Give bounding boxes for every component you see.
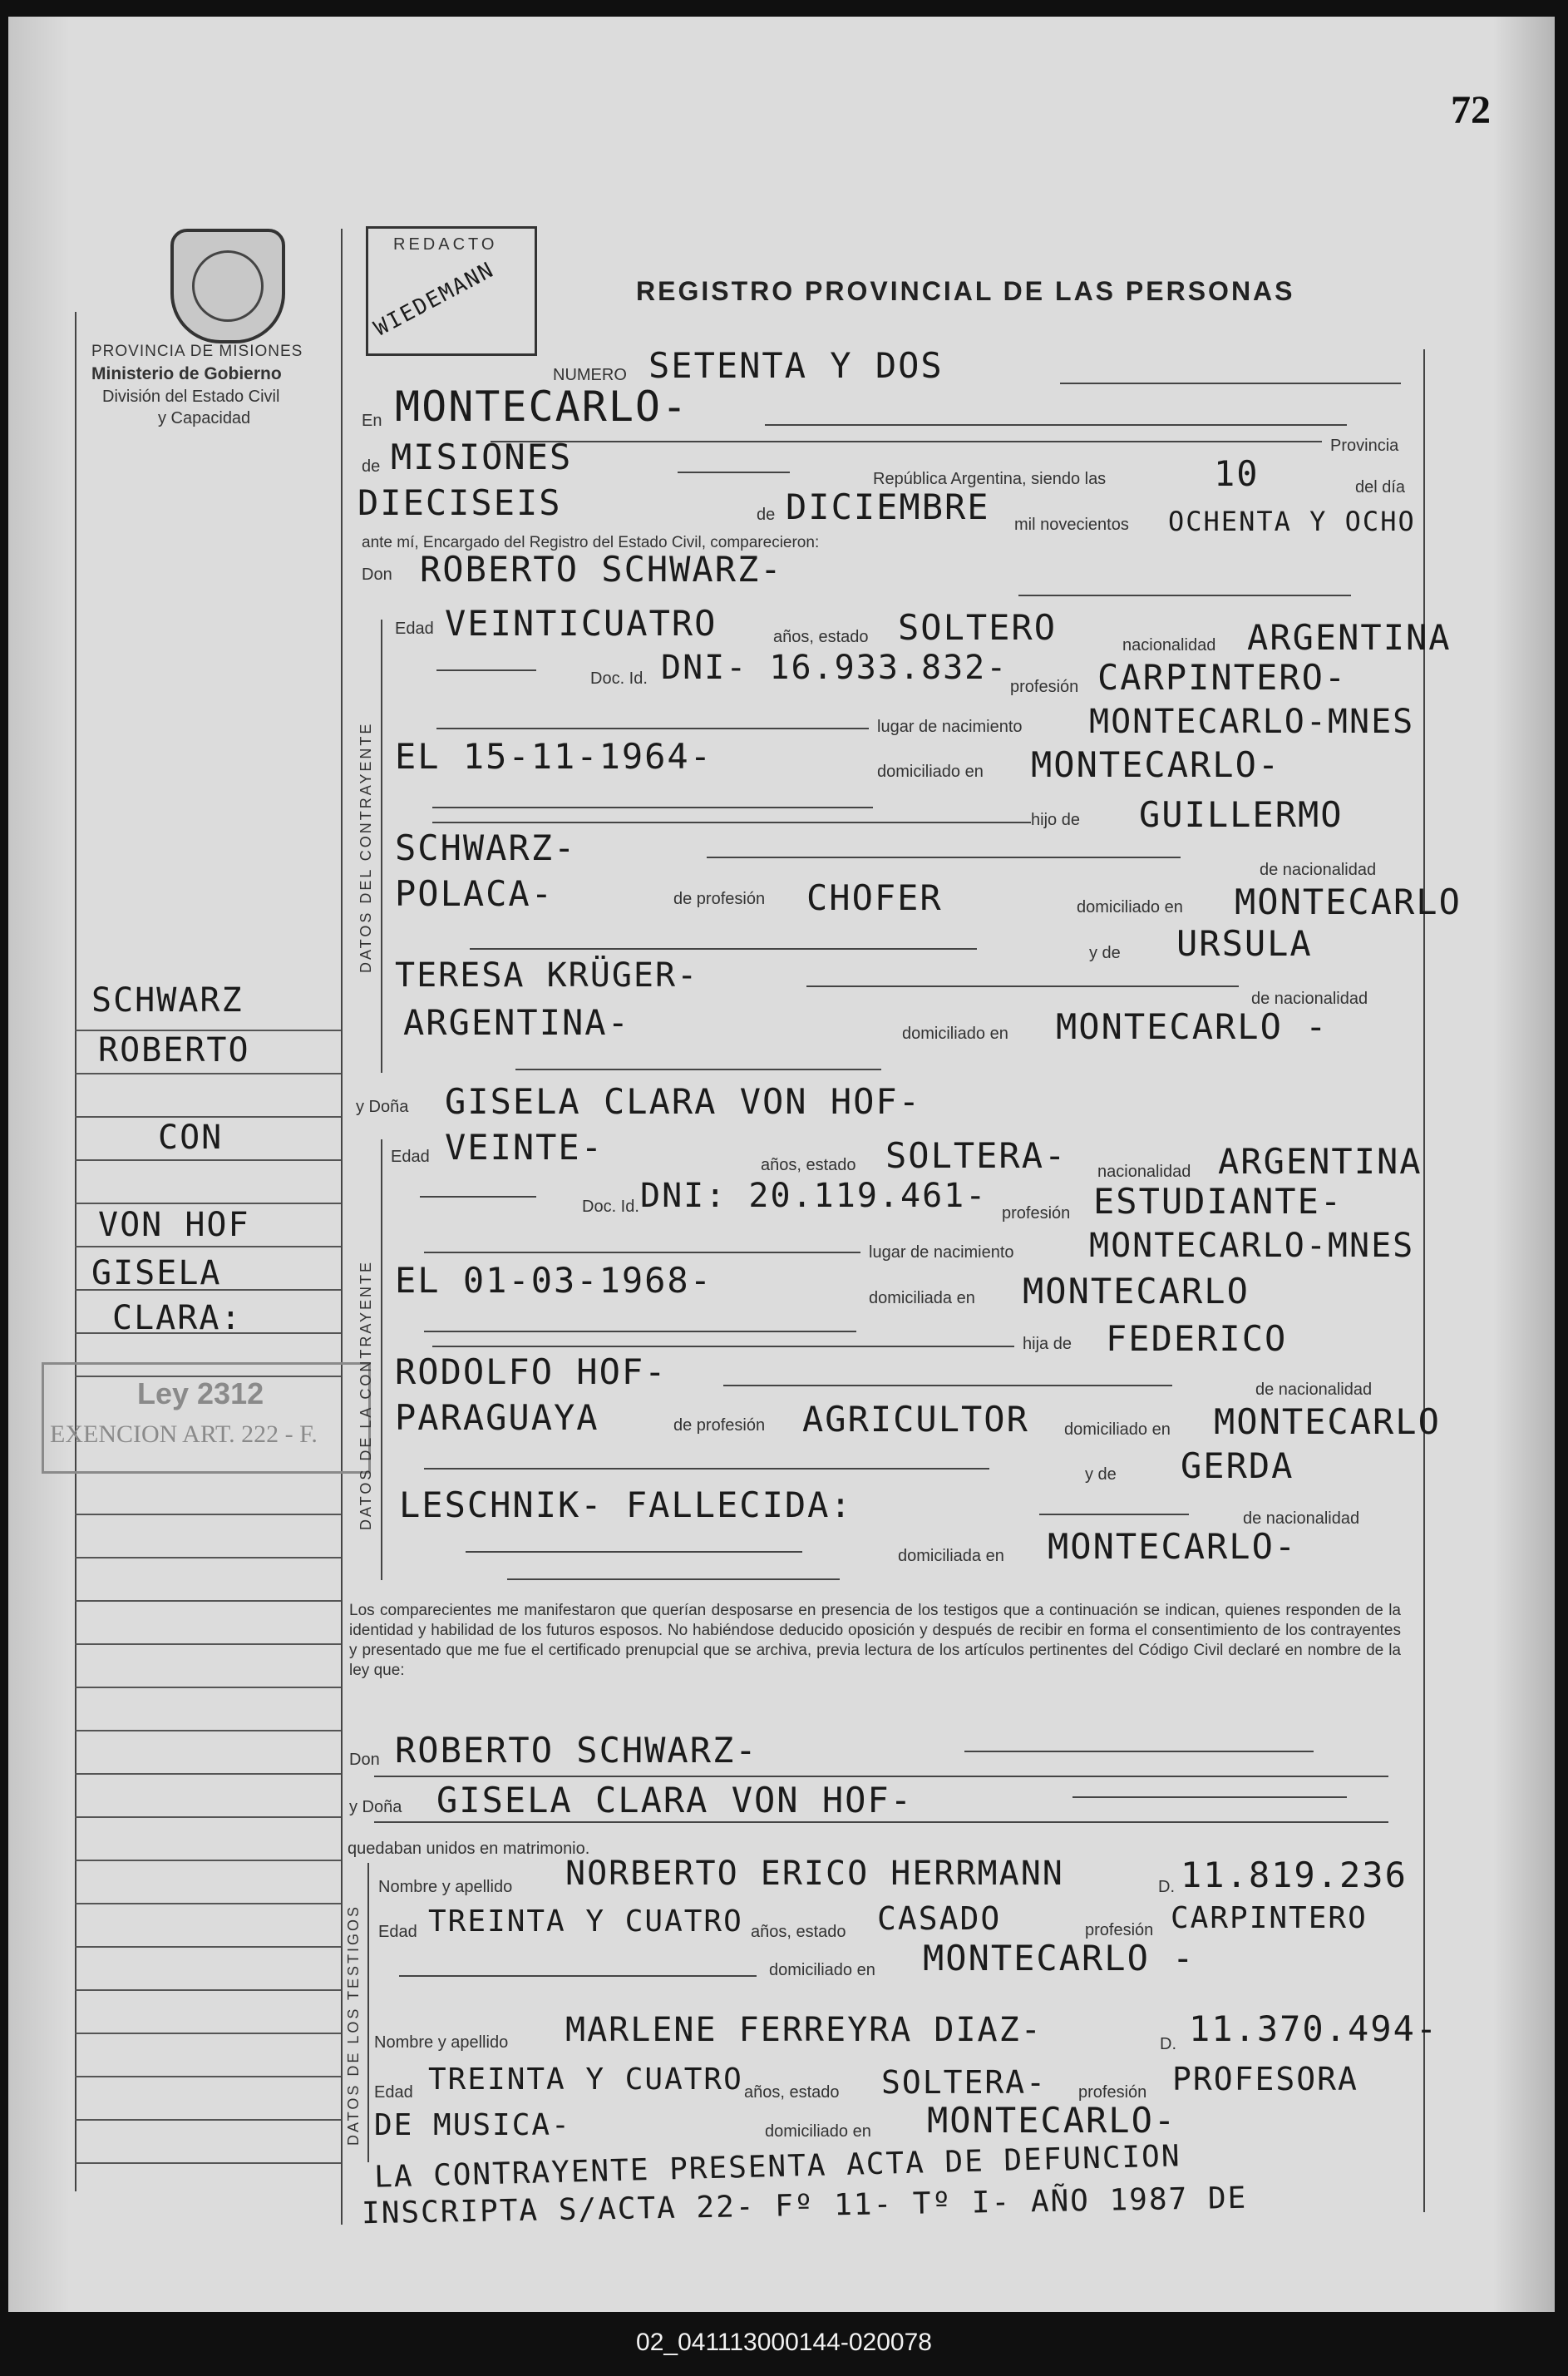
nombre-apellido-label: Nombre y apellido bbox=[374, 2033, 509, 2052]
groom-status: SOLTERO bbox=[898, 607, 1058, 648]
y-de-label: y de bbox=[1089, 944, 1121, 962]
margin-rule bbox=[75, 1946, 341, 1948]
margin-note-line: CLARA: bbox=[112, 1299, 243, 1337]
bride-father-address: MONTECARLO bbox=[1214, 1401, 1441, 1442]
field-rule bbox=[678, 472, 790, 473]
en-label: En bbox=[362, 412, 382, 430]
field-rule bbox=[432, 1346, 1014, 1347]
field-rule bbox=[707, 857, 1181, 858]
doc-label: Doc. Id. bbox=[590, 669, 648, 688]
numero-label: NUMERO bbox=[553, 366, 627, 384]
groom-mother-name: URSULA bbox=[1176, 923, 1313, 964]
lugar-label: lugar de nacimiento bbox=[877, 718, 1023, 736]
margin-rule bbox=[75, 1989, 341, 1991]
bride-age: VEINTE- bbox=[445, 1127, 604, 1168]
quedaban-text: quedaban unidos en matrimonio. bbox=[348, 1840, 590, 1858]
witness2-name: MARLENE FERREYRA DIAZ- bbox=[565, 2011, 1043, 2049]
redacto-label: REDACTO bbox=[393, 235, 498, 254]
groom-birthplace: MONTECARLO-MNES bbox=[1089, 703, 1415, 741]
margin-note-line: CON bbox=[158, 1119, 224, 1157]
bride-address: MONTECARLO bbox=[1023, 1271, 1250, 1311]
hora-value: 10 bbox=[1214, 453, 1260, 494]
dia-value: DIECISEIS bbox=[357, 482, 562, 523]
margin-rule bbox=[75, 2119, 341, 2121]
doc-label: Doc. Id. bbox=[582, 1198, 639, 1216]
field-rule bbox=[1018, 595, 1351, 596]
groom-doc: DNI- 16.933.832- bbox=[661, 649, 1008, 687]
exemption-stamp-line1: Ley 2312 bbox=[137, 1376, 264, 1410]
margin-rule bbox=[75, 2076, 341, 2077]
field-rule bbox=[466, 1551, 802, 1553]
groom-address: MONTECARLO- bbox=[1031, 744, 1281, 785]
lugar-label: lugar de nacimiento bbox=[869, 1243, 1014, 1262]
bride-father-nationality: PARAGUAYA bbox=[395, 1397, 599, 1438]
redacto-signature: WIEDEMANN bbox=[370, 257, 499, 342]
bride-father-surname: RODOLFO HOF- bbox=[395, 1351, 668, 1392]
nacionalidad-label: nacionalidad bbox=[1122, 636, 1216, 655]
field-rule bbox=[1072, 1796, 1347, 1798]
margin-note-line: SCHWARZ bbox=[91, 981, 244, 1020]
groom-name: ROBERTO SCHWARZ- bbox=[420, 549, 783, 590]
bride-doc: DNI: 20.119.461- bbox=[640, 1177, 988, 1215]
bride-status: SOLTERA- bbox=[885, 1135, 1068, 1176]
field-rule bbox=[424, 1331, 856, 1332]
profesion-label: profesión bbox=[1010, 678, 1079, 696]
margin-rule bbox=[75, 1514, 341, 1515]
witness2-age: TREINTA Y CUATRO bbox=[428, 2062, 743, 2097]
margin-rule bbox=[75, 2033, 341, 2034]
witness1-age: TREINTA Y CUATRO bbox=[428, 1904, 743, 1939]
domiciliado-label: domiciliado en bbox=[877, 763, 984, 781]
mes-value: DICIEMBRE bbox=[786, 487, 990, 527]
witness2-profession-2: DE MUSICA- bbox=[374, 2108, 571, 2142]
witness1-status: CASADO bbox=[877, 1900, 1002, 1937]
de-nacionalidad-label: de nacionalidad bbox=[1255, 1381, 1373, 1399]
de-nacionalidad-label: de nacionalidad bbox=[1251, 990, 1368, 1008]
witness1-doc: 11.819.236 bbox=[1181, 1855, 1408, 1895]
nacionalidad-label: nacionalidad bbox=[1097, 1163, 1191, 1181]
margin-note-line: ROBERTO bbox=[98, 1031, 250, 1069]
domiciliado-label: domiciliado en bbox=[1077, 898, 1183, 916]
witness1-name: NORBERTO ERICO HERRMANN bbox=[565, 1855, 1064, 1893]
section-border bbox=[381, 620, 382, 1073]
field-rule bbox=[432, 822, 1031, 823]
section-border bbox=[367, 1863, 369, 2162]
bride-birthplace: MONTECARLO-MNES bbox=[1089, 1227, 1415, 1265]
groom-father-surname: SCHWARZ- bbox=[395, 827, 577, 868]
image-identifier: 02_041113000144-020078 bbox=[636, 2329, 932, 2356]
witness2-doc: 11.370.494- bbox=[1189, 2008, 1439, 2049]
margin-rule bbox=[75, 2162, 341, 2164]
field-rule bbox=[765, 424, 1347, 426]
field-rule bbox=[424, 1468, 989, 1470]
field-rule bbox=[723, 1385, 1172, 1386]
margin-rule bbox=[75, 1643, 341, 1645]
closing-note-line1: LA CONTRAYENTE PRESENTA ACTA DE DEFUNCION bbox=[373, 2139, 1182, 2195]
witness1-address: MONTECARLO - bbox=[923, 1938, 1196, 1978]
capacity-label: y Capacidad bbox=[158, 409, 251, 427]
page-number: 72 bbox=[1451, 88, 1491, 132]
groom-mother-address: MONTECARLO - bbox=[1056, 1006, 1329, 1047]
del-dia-label: del día bbox=[1355, 478, 1406, 496]
groom-mother-surname: TERESA KRÜGER- bbox=[395, 956, 699, 995]
margin-rule bbox=[75, 1687, 341, 1688]
bride-father-profession: AGRICULTOR bbox=[802, 1399, 1029, 1440]
field-rule bbox=[507, 1578, 840, 1580]
anio-value: OCHENTA Y OCHO bbox=[1168, 506, 1416, 537]
field-rule bbox=[436, 669, 536, 671]
anos-estado-label: años, estado bbox=[744, 2083, 840, 2102]
field-rule bbox=[1039, 1514, 1189, 1515]
field-rule bbox=[491, 441, 1322, 442]
numero-value: SETENTA Y DOS bbox=[648, 345, 944, 386]
groom-nationality: ARGENTINA bbox=[1247, 617, 1452, 658]
page-title: REGISTRO PROVINCIAL DE LAS PERSONAS bbox=[636, 276, 1295, 306]
margin-rule bbox=[75, 1600, 341, 1602]
provincial-seal-icon bbox=[170, 229, 285, 343]
edad-label: Edad bbox=[374, 2083, 413, 2102]
field-rule bbox=[436, 728, 869, 729]
field-rule bbox=[964, 1751, 1314, 1752]
anos-estado-label: años, estado bbox=[751, 1923, 846, 1941]
margin-note-line: VON HOF bbox=[98, 1206, 250, 1244]
domiciliado-label: domiciliado en bbox=[1064, 1420, 1171, 1439]
left-margin-border bbox=[75, 312, 76, 2191]
bride-name-2: GISELA CLARA VON HOF- bbox=[436, 1780, 914, 1820]
profesion-label: profesión bbox=[1085, 1921, 1154, 1939]
bride-mother-address: MONTECARLO- bbox=[1048, 1526, 1298, 1567]
bride-profession: ESTUDIANTE- bbox=[1093, 1181, 1344, 1222]
section-border bbox=[381, 1139, 382, 1580]
margin-rule bbox=[75, 1816, 341, 1818]
register-page bbox=[8, 17, 1555, 2312]
d-label: D. bbox=[1158, 1878, 1175, 1896]
bride-section-label: DATOS DE LA CONTRAYENTE bbox=[357, 1259, 374, 1530]
profesion-label: profesión bbox=[1078, 2083, 1147, 2102]
form-left-border bbox=[341, 229, 343, 2225]
witness2-status: SOLTERA- bbox=[881, 2064, 1048, 2101]
groom-father-profession: CHOFER bbox=[806, 877, 943, 918]
margin-rule bbox=[75, 1730, 341, 1731]
margin-rule bbox=[75, 1203, 341, 1204]
provincia-label: Provincia bbox=[1330, 437, 1399, 455]
y-dona-label: y Doña bbox=[356, 1098, 409, 1116]
field-rule bbox=[399, 1975, 757, 1977]
provincia-value: MISIONES bbox=[391, 437, 573, 477]
exemption-stamp-line2: EXENCION ART. 222 - F. bbox=[50, 1420, 318, 1448]
groom-father-nationality: POLACA- bbox=[395, 873, 555, 914]
anos-estado-label: años, estado bbox=[773, 628, 869, 646]
de-profesion-label: de profesión bbox=[673, 890, 766, 908]
domiciliado-label: domiciliado en bbox=[765, 2122, 871, 2141]
mil-novecientos-label: mil novecientos bbox=[1014, 516, 1129, 534]
margin-rule bbox=[75, 1557, 341, 1558]
bride-nationality: ARGENTINA bbox=[1218, 1141, 1423, 1182]
profesion-label: profesión bbox=[1002, 1204, 1071, 1223]
bride-birthdate: EL 01-03-1968- bbox=[395, 1260, 713, 1301]
margin-rule bbox=[75, 1903, 341, 1904]
en-value: MONTECARLO- bbox=[395, 383, 689, 431]
d-label: D. bbox=[1160, 2035, 1176, 2053]
edad-label: Edad bbox=[378, 1923, 417, 1941]
ministry-label: Ministerio de Gobierno bbox=[91, 364, 282, 383]
de-profesion-label: de profesión bbox=[673, 1416, 766, 1435]
bride-mother-name: GERDA bbox=[1181, 1445, 1294, 1486]
bride-mother-surname: LESCHNIK- FALLECIDA: bbox=[399, 1484, 853, 1525]
republica-label: República Argentina, siendo las bbox=[873, 470, 1107, 488]
field-rule bbox=[424, 1252, 860, 1253]
anos-estado-label: años, estado bbox=[761, 1156, 856, 1174]
margin-rule bbox=[75, 1116, 341, 1118]
ante-mi-text: ante mí, Encargado del Registro del Estado Civil, comparecieron: bbox=[362, 534, 820, 551]
domiciliado-label: domiciliado en bbox=[902, 1025, 1008, 1043]
groom-father-name: GUILLERMO bbox=[1139, 794, 1344, 835]
domiciliado-label: domiciliado en bbox=[769, 1961, 875, 1979]
field-rule bbox=[432, 807, 873, 808]
de-month-label: de bbox=[757, 506, 776, 524]
margin-rule bbox=[75, 1159, 341, 1161]
de-label: de bbox=[362, 457, 381, 476]
hijo-de-label: hijo de bbox=[1031, 811, 1080, 829]
declaration-paragraph: Los comparecientes me manifestaron que querían desposarse en presencia de los testigos que a continuación se indican, quienes responden de la identidad y habilidad de los futuros esposos. No habiéndose deducido oposición y después de recibir en forma el consentimiento de los contrayentes y presentado que me fue el certificado prenupcial que se archiva, previa lectura de los artículos pertinentes del Código Civil declaré en nombre de la ley que: bbox=[349, 1602, 1401, 1679]
margin-rule bbox=[75, 1773, 341, 1775]
groom-mother-nationality: ARGENTINA- bbox=[403, 1002, 630, 1043]
de-nacionalidad-label: de nacionalidad bbox=[1243, 1509, 1360, 1528]
groom-profession: CARPINTERO- bbox=[1097, 657, 1348, 698]
margin-rule bbox=[75, 1073, 341, 1074]
field-rule bbox=[470, 948, 977, 950]
field-rule bbox=[374, 1776, 1388, 1777]
margin-note-line: GISELA bbox=[91, 1254, 222, 1292]
nombre-apellido-label: Nombre y apellido bbox=[378, 1878, 513, 1896]
redacto-stamp bbox=[366, 226, 537, 356]
witness2-profession: PROFESORA bbox=[1172, 2061, 1358, 2097]
y-de-label: y de bbox=[1085, 1465, 1117, 1484]
province-label: PROVINCIA DE MISIONES bbox=[91, 343, 303, 360]
edad-label: Edad bbox=[391, 1148, 430, 1166]
witness1-profession: CARPINTERO bbox=[1171, 1901, 1368, 1935]
division-label: División del Estado Civil bbox=[102, 388, 280, 406]
field-rule bbox=[1060, 383, 1401, 384]
witness2-address: MONTECARLO- bbox=[927, 2100, 1177, 2141]
don-label: Don bbox=[362, 566, 392, 584]
edad-label: Edad bbox=[395, 620, 434, 638]
y-dona-label: y Doña bbox=[349, 1798, 402, 1816]
margin-rule bbox=[75, 1860, 341, 1861]
groom-section-label: DATOS DEL CONTRAYENTE bbox=[357, 721, 374, 973]
field-rule bbox=[806, 985, 1239, 987]
margin-rule bbox=[75, 1246, 341, 1247]
closing-note-line2: INSCRIPTA S/ACTA 22- Fº 11- Tº I- AÑO 1987 DE bbox=[361, 2181, 1248, 2231]
domiciliada-label: domiciliada en bbox=[869, 1289, 975, 1307]
hija-de-label: hija de bbox=[1023, 1335, 1072, 1353]
domiciliada-label: domiciliada en bbox=[898, 1547, 1004, 1565]
groom-name-2: ROBERTO SCHWARZ- bbox=[395, 1730, 758, 1771]
field-rule bbox=[374, 1821, 1388, 1823]
field-rule bbox=[515, 1069, 881, 1070]
field-rule bbox=[420, 1196, 536, 1198]
don-label: Don bbox=[349, 1751, 380, 1769]
bride-name: GISELA CLARA VON HOF- bbox=[445, 1081, 922, 1122]
groom-father-address: MONTECARLO bbox=[1235, 882, 1462, 922]
witnesses-section-label: DATOS DE LOS TESTIGOS bbox=[345, 1904, 362, 2146]
groom-birthdate: EL 15-11-1964- bbox=[395, 736, 713, 777]
bride-father-name: FEDERICO bbox=[1106, 1318, 1288, 1359]
de-nacionalidad-label: de nacionalidad bbox=[1260, 861, 1377, 879]
groom-age: VEINTICUATRO bbox=[445, 603, 717, 644]
